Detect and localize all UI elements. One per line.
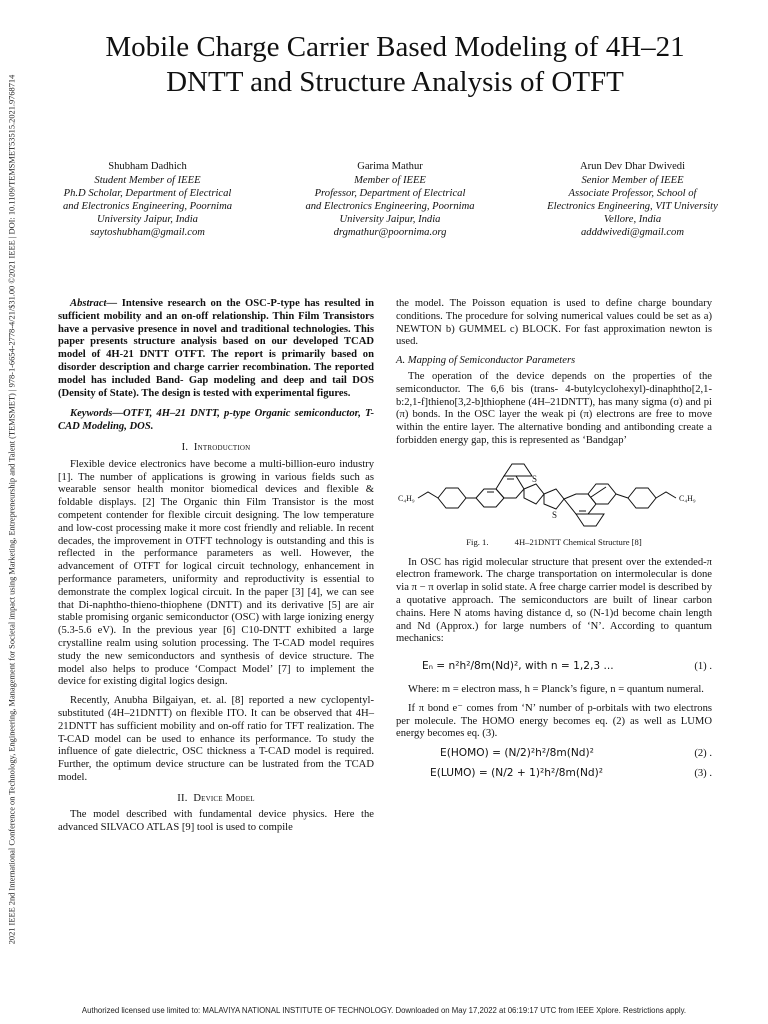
abstract-text: Intensive research on the OSC-P-type has resulted in sufficient mobility and an on-off relationship. Thin Film Transistors have a pervasive presence in novel and traditional technologies. This paper presents structure analysis based on our developed TCAD model of 4H-21 DNTT OTFT. The report is primarily based on disorder description and charge carrier recombination. The reported model has included Band- Gap modeling and deep and tail DOS (Density of State). The design is tested with experimental figures. (58, 298, 375, 399)
author-email: drgmathur@poornima.org (333, 227, 447, 238)
where-paragraph: Where: m = electron mass, h = Planck’s figure, n = quantum numeral. (408, 683, 704, 695)
homo-lumo-paragraph: If π bond e⁻ comes from ‘N’ number of p-orbitals with two electrons per molecule. The HOMO energy becomes eq. (2) as well as LUMO energy becomes eq. (3). (396, 702, 712, 740)
author-affiliation: and Electronics Engineering, Poornima (62, 201, 233, 212)
author-2 (273, 160, 508, 239)
author-email: saytoshubham@gmail.com (90, 227, 205, 238)
author-3 (515, 160, 750, 239)
license-footer: Authorized licensed use limited to: MALAVIYA NATIONAL INSTITUTE OF TECHNOLOGY. Downloaded on May 17,2022 at 06:19:17 UTC from IEEE Xplore. Restrictions apply. (81, 1006, 687, 1015)
author-name: Garima Mathur (357, 161, 423, 172)
author-name: Shubham Dadhich (108, 161, 187, 172)
author-affiliation: Associate Professor, School of (568, 188, 697, 199)
device-paragraph-continued: the model. The Poisson equation is used to define charge boundary conditions. The procedure for solving numerical values could be set as a) NEWTON b) GUMMEL c) BLOCK. For fast approximation newton is used. (396, 298, 712, 348)
figure-number: Fig. 1. (466, 536, 489, 547)
section-heading-device-model: II. Device Model (177, 792, 255, 804)
author-block (30, 160, 750, 239)
c4h9-left-label: C₄H₉ (398, 493, 415, 503)
author-1 (30, 160, 265, 239)
device-paragraph-1: The model described with fundamental device physics. Here the advanced SILVACO ATLAS [9] tool is used to compile (58, 809, 374, 834)
author-email: adddwivedi@gmail.com (580, 227, 684, 238)
chemical-structure-figure (396, 456, 712, 534)
author-affiliation: and Electronics Engineering, Poornima (305, 201, 475, 212)
intro-paragraph-2: Recently, Anubha Bilgaiyan, et. al. [8] reported a new cyclopentyl-substituted (4H–21DNTT) on flexible ITO. It can be observed that 4H–21DNTT has sufficient mobility and on-off ratio for TFT realization. The T-CAD model can be used to enhance its performance. To study the influence of gate dielectric, OSC thickness a T-CAD model is required. Further, the optimum device structure can be lustrated from the TCAD model. (58, 695, 374, 783)
abstract-label: Abstract— (70, 298, 118, 309)
author-name: Arun Dev Dhar Dwivedi (579, 161, 686, 172)
mapping-paragraph: The operation of the device depends on the properties of the semiconductor. The 6,6 bis (trans- 4-butylcyclohexyl)-dinaphtho[2,1-b:2,1-f]thieno[3,2-b]thiophene (4H–21DNTT), has many sigma (σ) and pi (π) bonds. In the OSC layer the weak pi (π) electrons are free to move within the entire layer. The alternative bonding and antibonding create a forbidden energy gap, this is represented as ‘Bandgap’ (396, 370, 712, 446)
sulfur-top-label: S (532, 473, 538, 484)
author-affiliation: Senior Member of IEEE (581, 175, 684, 186)
c4h9-right-label: C₄H₉ (679, 493, 696, 503)
section-heading-introduction: I. Introduction (181, 441, 251, 453)
title-line-1: Mobile Charge Carrier Based Modeling of 4H–21 (105, 31, 685, 63)
osc-paragraph: In OSC has rigid molecular structure that present over the extended-π electron framework. The charge transportation on intermolecular is done via π − π overlap in solid state. A free charge carrier model is described by a quotative approach. The semiconductors are built of linear carbon chains. Here N atoms having distance d, so (N-1)d become chain length and Nd (Approx.) for large numbers of ‘N’. According to quantum mechanics: (396, 556, 712, 645)
author-affiliation: Vellore, India (603, 214, 662, 225)
intro-paragraph-1: Flexible device electronics have become a multi-billion-euro industry [1]. The number of applications is growing in various fields such as wearable sensor health monitor biomedical devices and flexible & foldable displays. [2] The Organic thin Film Transistor is the most competent contender for flexible circuit designing. The low temperature and low-cost processing make it more cost friendly and reliable. In recent decades, the improvement in OTFT technology is outstanding and this is reflected in the performance parameters as well. However, the advancement of OTFT for logical circuit technology, enhancement in performance parameters, uniformity and reproductivity is essential to demonstrate the complex logical circuit. In the paper [3] [4], we can see that Di-naphtho-thieno-thiophene (DNTT) and its derivative [5] are air stable promising organic semiconductor (OSC) with large ionizing energy (5.3-5.6 eV). In the previous year [6] C10-DNTT exhibited a large crystalline realm using solution processing. The T-CAD model requires study the new semiconductors and synthesis of device structure. The model also helps to produce ‘Compact Model’ [7] to implement the device for existing digital logics design. (58, 458, 374, 688)
figure-caption-text: 4H–21DNTT Chemical Structure [8] (514, 536, 642, 547)
sulfur-bottom-label: S (552, 509, 558, 520)
author-affiliation: Ph.D Scholar, Department of Electrical (63, 188, 232, 199)
conference-sidebar: 2021 IEEE 2nd International Conference on Technology, Engineering, Management for Societal impact using Marketing, Entrepreneurship and Talent (TEMSMET) | 978-1-6654-2778-4/21/$31.00 ©2021 IEEE | DOI: 10.1109/TEMSMET53515.2021.9768714 (7, 74, 17, 945)
keywords: Keywords—OTFT, 4H–21 DNTT, p-type Organic semiconductor, T-CAD Modeling, DOS. (58, 408, 374, 433)
author-affiliation: University Jaipur, India (339, 214, 441, 225)
title-line-2: DNTT and Structure Analysis of OTFT (166, 66, 624, 98)
equation-3: E(LUMO) = (N/2 + 1)²h²/8m(Nd)² (3) . (430, 766, 712, 779)
abstract (58, 298, 374, 400)
author-affiliation: Student Member of IEEE (94, 175, 201, 186)
author-affiliation: Professor, Department of Electrical (314, 188, 466, 199)
author-affiliation: Member of IEEE (354, 175, 426, 186)
equation-2: E(HOMO) = (N/2)²h²/8m(Nd)² (2) . (440, 747, 712, 760)
figure-caption (396, 536, 712, 549)
author-affiliation: Electronics Engineering, VIT University (547, 201, 718, 212)
subsection-heading: A. Mapping of Semiconductor Parameters (396, 355, 576, 367)
left-column (58, 298, 374, 841)
paper-title (40, 30, 750, 100)
author-affiliation: University Jaipur, India (97, 214, 198, 225)
right-column (396, 298, 712, 787)
molecule-diagram (396, 456, 712, 534)
equation-1: Eₙ = n²h²/8m(Nd)², with n = 1,2,3 ... (1) . (422, 660, 712, 673)
